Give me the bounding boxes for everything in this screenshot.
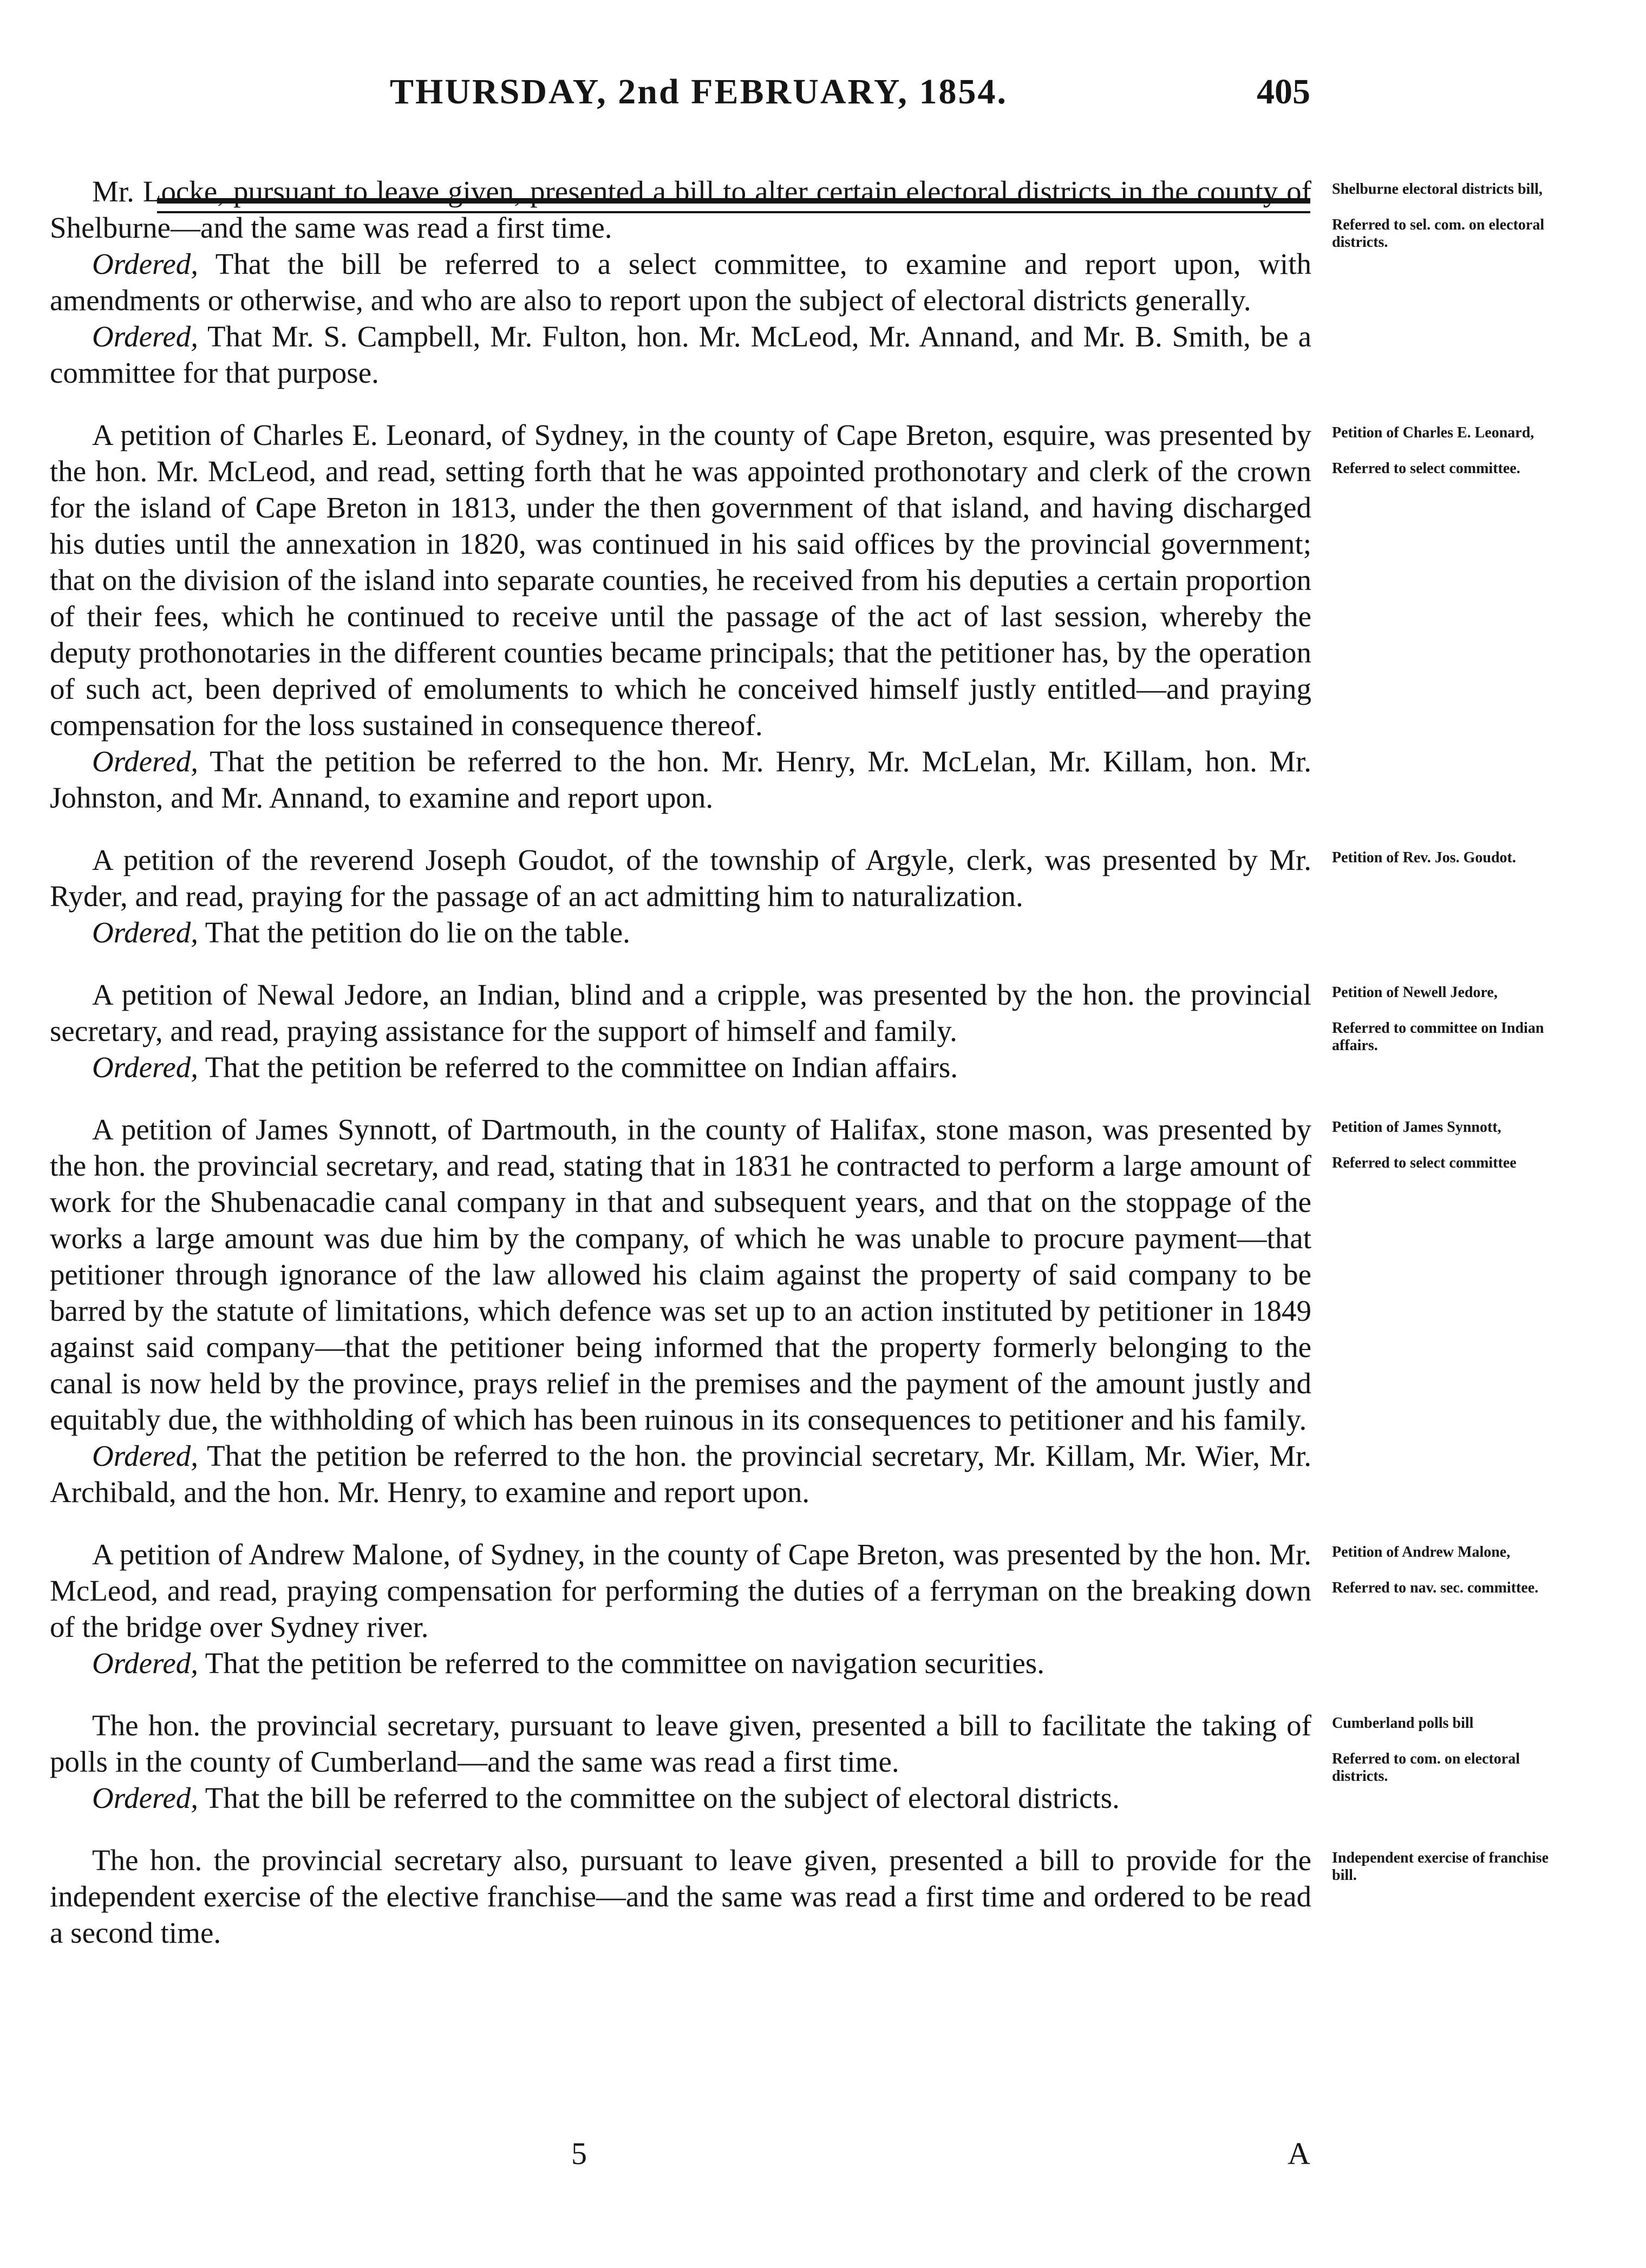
paragraph-text: That the petition be referred to the committee on Indian affairs.: [198, 1051, 958, 1084]
paragraph-text: That the petition be referred to the hon. Mr. Henry, Mr. McLelan, Mr. Killam, hon. Mr. Johnston, and Mr. Annand, to examine and report upon.: [50, 745, 1311, 814]
page-footer: [0, 2135, 1646, 2179]
margin-notes: [1332, 842, 1549, 885]
paragraph-text: A petition of James Synnott, of Dartmouth, in the county of Halifax, stone mason, was presented by the hon. the provincial secretary, and read, stating that in 1831 he contracted to perform a large amount of work for the Shubenacadie canal company in that and subsequent years, and that on the stoppage of the works a large amount was due him by the company, of which he was unable to procure payment—that petitioner through ignorance of the law allowed his claim against the property of said company to be barred by the statute of limitations, which defence was set up to an action instituted by petitioner in 1849 against said company—that the petitioner being informed that the property formerly belonging to the canal is now held by the province, prays relief in the premises and the payment of the amount justly and equitably due, the withholding of which has been ruinous in its consequences to petitioner and his family.: [50, 1113, 1311, 1436]
page-header: [157, 64, 1310, 123]
ordered-label: Ordered,: [92, 247, 199, 280]
paragraph-text: The hon. the provincial secretary also, pursuant to leave given, presented a bill to provide for the independent exercise of the elective franchise—and the same was read a first time and ordered to be read a second time.: [50, 1844, 1311, 1949]
ordered-label: Ordered,: [92, 1781, 199, 1814]
journal-entry: [50, 842, 1598, 951]
entry-text: [50, 1842, 1311, 1951]
entry-text: [50, 173, 1311, 391]
paragraph-text: Mr. Locke, pursuant to leave given, presented a bill to alter certain electoral districts in the county of Shelburne—and the same was read a first time.: [50, 175, 1311, 244]
entry-text: [50, 842, 1311, 951]
margin-note: Referred to select committee.: [1332, 460, 1520, 477]
order-paragraph: [50, 914, 1311, 951]
journal-body: [50, 173, 1598, 1977]
order-paragraph: [50, 318, 1311, 391]
order-paragraph: [50, 743, 1311, 816]
margin-note: Independent exercise of franchise bill.: [1332, 1850, 1549, 1884]
margin-notes: [1332, 1707, 1549, 1804]
ordered-label: Ordered,: [92, 916, 199, 949]
order-paragraph: [50, 1438, 1311, 1510]
margin-note: Cumberland polls bill: [1332, 1715, 1474, 1732]
margin-note: Referred to sel. com. on electoral districts.: [1332, 217, 1545, 251]
paragraph-text: That the bill be referred to the committee on the subject of electoral districts.: [198, 1781, 1120, 1814]
journal-entry: [50, 1842, 1598, 1951]
paragraph-text: A petition of the reverend Joseph Goudot, of the township of Argyle, clerk, was presented by Mr. Ryder, and read, praying for the passage of an act admitting him to naturalization.: [50, 843, 1311, 913]
paragraph-text: That the bill be referred to a select committee, to examine and report upon, with amendments or otherwise, and who are also to report upon the subject of electoral districts generally.: [50, 247, 1311, 317]
order-paragraph: [50, 1049, 1311, 1085]
entry-paragraph: [50, 976, 1311, 1049]
ordered-label: Ordered,: [92, 1051, 199, 1084]
margin-notes: [1332, 173, 1549, 270]
margin-notes: [1332, 1111, 1549, 1190]
page-number: 405: [1257, 72, 1310, 112]
paragraph-text: That the petition do lie on the table.: [198, 916, 630, 949]
paragraph-text: That Mr. S. Campbell, Mr. Fulton, hon. Mr. McLeod, Mr. Annand, and Mr. B. Smith, be a committee for that purpose.: [50, 320, 1311, 389]
signature-letter: A: [1288, 2136, 1310, 2171]
margin-note: Referred to committee on Indian affairs.: [1332, 1020, 1544, 1054]
entry-text: [50, 1707, 1311, 1816]
margin-note: Petition of Rev. Jos. Goudot.: [1332, 849, 1516, 866]
order-paragraph: [50, 1780, 1311, 1816]
order-paragraph: [50, 246, 1311, 318]
entry-paragraph: [50, 1707, 1311, 1780]
entry-text: [50, 417, 1311, 816]
order-paragraph: [50, 1645, 1311, 1681]
margin-note: Referred to select committee: [1332, 1155, 1517, 1171]
journal-entry: [50, 1707, 1598, 1816]
entry-paragraph: [50, 173, 1311, 246]
entry-paragraph: [50, 1111, 1311, 1438]
header-title: THURSDAY, 2nd FEBRUARY, 1854.: [390, 72, 1008, 112]
signature-mark: 5: [571, 2136, 587, 2171]
entry-text: [50, 1536, 1311, 1681]
journal-entry: [50, 173, 1598, 391]
margin-note: Petition of James Synnott,: [1332, 1119, 1501, 1136]
margin-note: Referred to com. on electoral districts.: [1332, 1751, 1520, 1785]
margin-note: Petition of Newell Jedore,: [1332, 984, 1498, 1001]
entry-paragraph: [50, 1842, 1311, 1951]
paragraph-text: The hon. the provincial secretary, pursuant to leave given, presented a bill to facilitate the taking of polls in the county of Cumberland—and the same was read a first time.: [50, 1709, 1311, 1778]
margin-notes: [1332, 1842, 1549, 1903]
ordered-label: Ordered,: [92, 1647, 199, 1680]
paragraph-text: That the petition be referred to the hon. the provincial secretary, Mr. Killam, Mr. Wier, Mr. Archibald, and the hon. Mr. Henry, to examine and report upon.: [50, 1439, 1311, 1509]
margin-notes: [1332, 1536, 1549, 1615]
entry-text: [50, 976, 1311, 1085]
ordered-label: Ordered,: [92, 1439, 199, 1472]
margin-note: Shelburne electoral districts bill,: [1332, 181, 1543, 198]
ordered-label: Ordered,: [92, 320, 199, 353]
entry-paragraph: [50, 842, 1311, 914]
paragraph-text: That the petition be referred to the committee on navigation securities.: [198, 1647, 1044, 1680]
ordered-label: Ordered,: [92, 745, 199, 778]
entry-text: [50, 1111, 1311, 1510]
paragraph-text: A petition of Andrew Malone, of Sydney, in the county of Cape Breton, was presented by the hon. Mr. McLeod, and read, praying compensation for performing the duties of a ferryman on the breaking down of the bridge over Sydney river.: [50, 1538, 1311, 1643]
paragraph-text: A petition of Charles E. Leonard, of Sydney, in the county of Cape Breton, esquire, was presented by the hon. Mr. McLeod, and read, setting forth that he was appointed prothonotary and clerk of the crown for the island of Cape Breton in 1813, under the then government of that island, and having discharged his duties until the annexation in 1820, was continued in his said offices by the provincial government; that on the division of the island into separate counties, he received from his deputies a certain proportion of their fees, which he continued to receive until the passage of the act of last session, whereby the deputy prothonotaries in the different counties became principals; that the petitioner has, by the operation of such act, been deprived of emoluments to which he conceived himself justly entitled—and praying compensation for the loss sustained in consequence thereof.: [50, 418, 1311, 742]
journal-entry: [50, 417, 1598, 816]
entry-paragraph: [50, 417, 1311, 743]
margin-note: Referred to nav. sec. committee.: [1332, 1579, 1539, 1596]
paragraph-text: A petition of Newal Jedore, an Indian, blind and a cripple, was presented by the hon. the provincial secretary, and read, praying assistance for the support of himself and family.: [50, 978, 1311, 1047]
journal-entry: [50, 976, 1598, 1085]
margin-notes: [1332, 976, 1549, 1073]
entry-paragraph: [50, 1536, 1311, 1645]
margin-note: Petition of Charles E. Leonard,: [1332, 424, 1534, 441]
margin-note: Petition of Andrew Malone,: [1332, 1544, 1511, 1561]
margin-notes: [1332, 417, 1549, 496]
journal-entry: [50, 1536, 1598, 1681]
journal-entry: [50, 1111, 1598, 1510]
